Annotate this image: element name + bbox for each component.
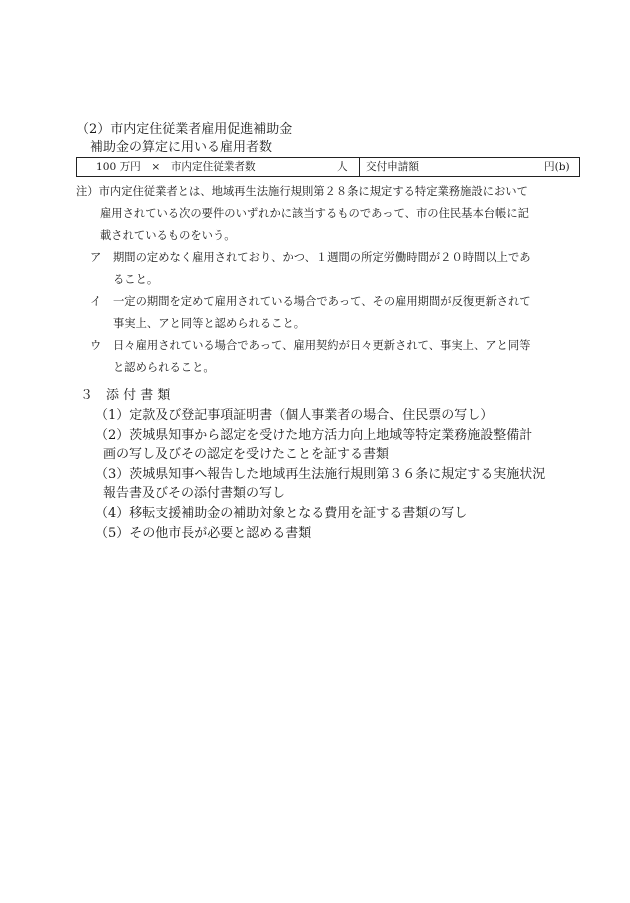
attachment-item: （2）茨城県知事から認定を受けた地方活力向上地域等特定業務施設整備計: [95, 428, 533, 443]
note-item-line: 一定の期間を定めて雇用されている場合であって、その雇用期間が反復更新されて: [113, 295, 531, 308]
attachment-item: （4）移転支援補助金の補助対象となる費用を証する書類の写し: [95, 506, 468, 521]
note-item-line: 事実上、アと同等と認められること。: [113, 317, 306, 330]
section-2-heading: （2）市内定住従業者雇用促進補助金: [76, 122, 293, 137]
section-3-heading: ３ 添 付 書 類: [80, 388, 171, 403]
note-item-line: 期間の定めなく雇用されており、かつ、１週間の所定労働時間が２０時間以上であ: [113, 251, 531, 264]
note-item-marker: ア: [90, 251, 102, 264]
attachment-item: （5）その他市長が必要と認める書類: [95, 526, 312, 541]
section-2-subheading: 補助金の算定に用いる雇用者数: [90, 140, 273, 155]
note-item-marker: ウ: [90, 339, 102, 352]
note-line: 注）市内定住従業者とは、地域再生法施行規則第２８条に規定する特定業務施設において: [76, 185, 528, 198]
note-item-line: 日々雇用されている場合であって、雇用契約が日々更新されて、事実上、アと同等: [113, 339, 531, 352]
attachment-item: （3）茨城県知事へ報告した地域再生法施行規則第３６条に規定する実施状況: [95, 467, 546, 482]
note-line: 載されているものをいう。: [100, 229, 236, 242]
note-item-marker: イ: [90, 295, 102, 308]
formula-left-unit: 人: [337, 161, 348, 173]
attachment-item: （1）定款及び登記事項証明書（個人事業者の場合、住民票の写し）: [95, 408, 494, 423]
attachment-item-continuation: 報告書及びその添付書類の写し: [103, 486, 286, 501]
note-item-line: ること。: [113, 273, 159, 286]
note-line: 雇用されている次の要件のいずれかに該当するものであって、市の住民基本台帳に記: [100, 207, 529, 220]
formula-right-unit: 円(b): [544, 161, 570, 173]
table-divider: [359, 158, 360, 176]
note-item-line: と認められること。: [113, 361, 215, 374]
formula-table: [76, 157, 580, 177]
formula-left-text: 100 万円 × 市内定住従業者数: [96, 161, 256, 173]
formula-right-label: 交付申請額: [366, 161, 419, 173]
attachment-item-continuation: 画の写し及びその認定を受けたことを証する書類: [103, 447, 390, 462]
